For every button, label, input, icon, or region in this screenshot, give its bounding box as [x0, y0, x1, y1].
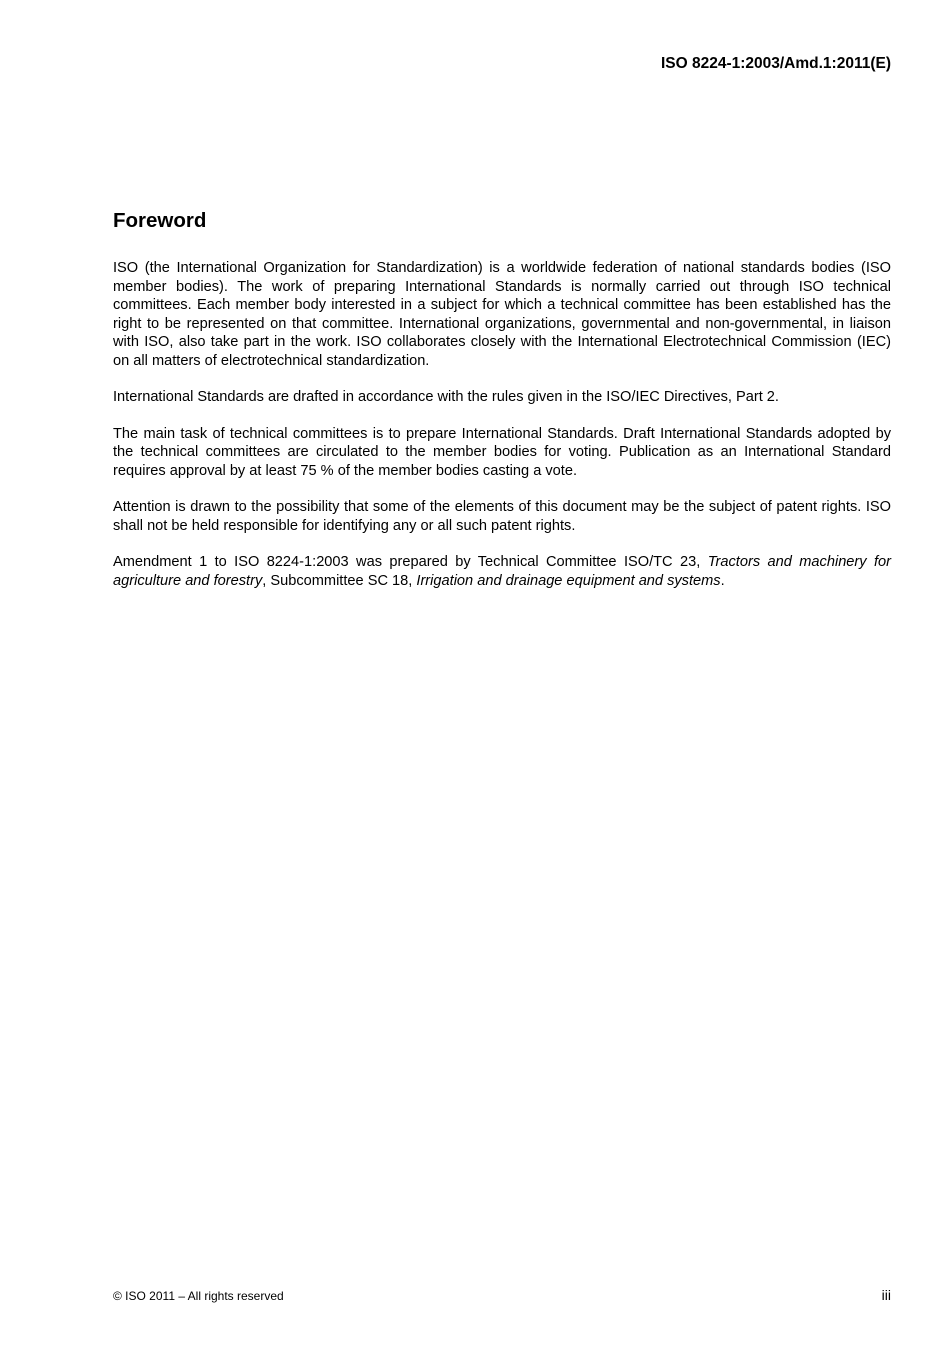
- subcommittee-title: Irrigation and drainage equipment and systems: [416, 572, 721, 589]
- amendment-text-middle: , Subcommittee SC 18,: [262, 572, 417, 589]
- document-identifier: ISO 8224-1:2003/Amd.1:2011(E): [660, 55, 891, 72]
- amendment-text-end: .: [720, 572, 725, 589]
- page-number: iii: [881, 1287, 891, 1303]
- committee-title: Tractors and machinery for agriculture and forestry: [113, 554, 892, 589]
- foreword-body: [113, 259, 891, 590]
- paragraph-main-task: The main task of technical committees is to prepare International Standards. Draft International Standards adopted by the technical committees are circulated to the member bodies for voting. Publication as an International Standard requires approval by at least 75 % of the member bodies casting a vote.: [113, 425, 891, 479]
- page-title: Foreword: [113, 209, 207, 232]
- paragraph-patent-rights: Attention is drawn to the possibility that some of the elements of this document may be the subject of patent rights. ISO shall not be held responsible for identifying any or all such patent rights.: [113, 499, 891, 534]
- paragraph-iso-federation: ISO (the International Organization for Standardization) is a worldwide federation of national standards bodies (ISO member bodies). The work of preparing International Standards is normally carried out through ISO technical committees. Each member body interested in a subject for which a technical committee has been established has the right to be represented on that committee. International organizations, governmental and non-governmental, in liaison with ISO, also take part in the work. ISO collaborates closely with the International Electrotechnical Commission (IEC) on all matters of electrotechnical standardization.: [113, 260, 891, 369]
- amendment-text-start: Amendment 1 to ISO 8224-1:2003 was prepared by Technical Committee ISO/TC 23,: [113, 554, 708, 570]
- paragraph-directives: International Standards are drafted in accordance with the rules given in the ISO/IEC Directives, Part 2.: [113, 389, 779, 405]
- copyright-notice: © ISO 2011 – All rights reserved: [113, 1289, 284, 1303]
- paragraph-amendment: [113, 553, 891, 590]
